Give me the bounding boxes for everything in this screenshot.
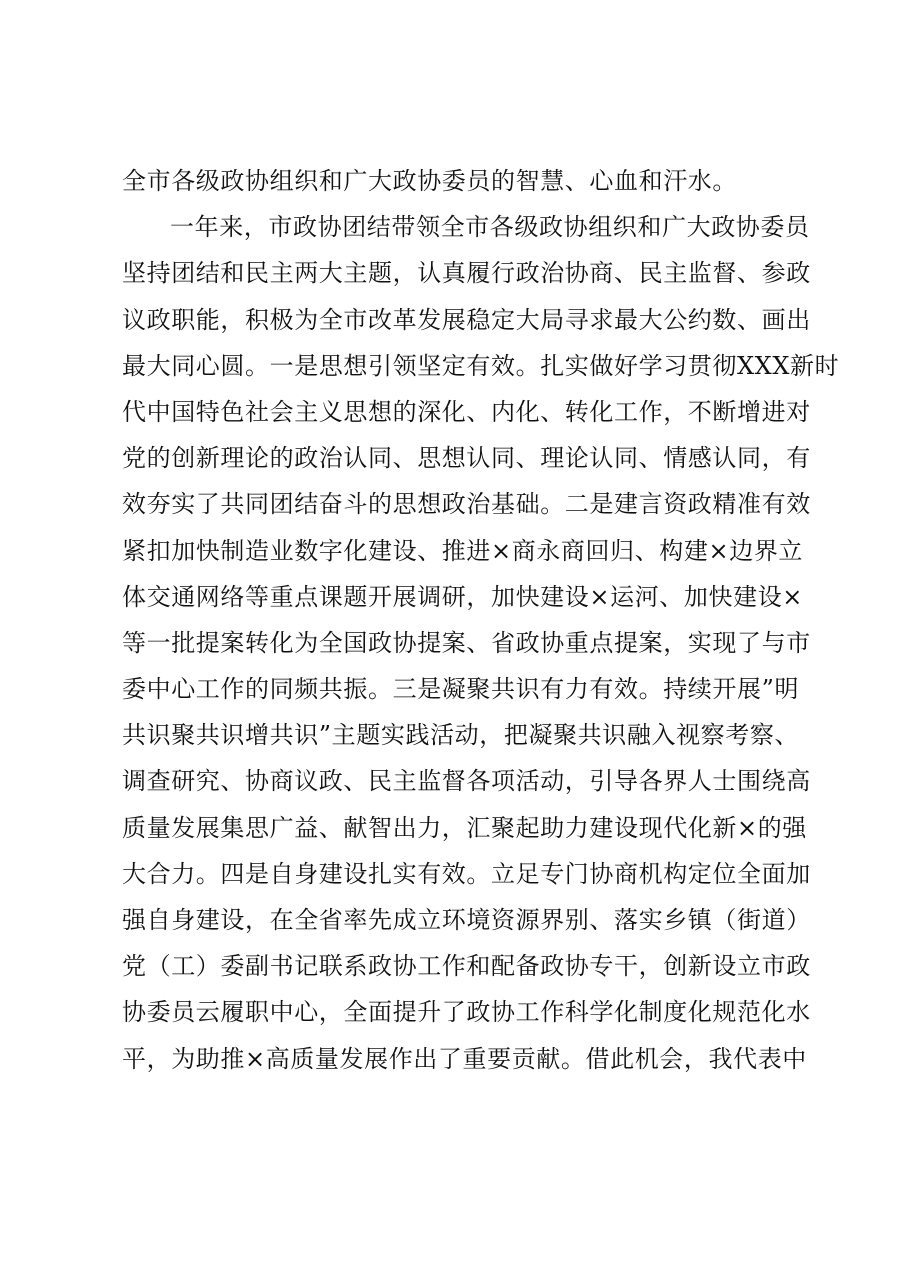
text-line: 共识聚共识增共识”主题实践活动，把凝聚共识融入视察考察、 <box>122 721 800 750</box>
text-line: 全市各级政协组织和广大政协委员的智慧、心血和汗水。 <box>122 167 737 195</box>
text-line: 调查研究、协商议政、民主监督各项活动，引导各界人士围绕高 <box>122 767 811 796</box>
text-line: 委中心工作的同频共振。三是凝聚共识有力有效。持续开展”明 <box>122 675 800 704</box>
text-line: 议政职能，积极为全市改革发展稳定大局寻求最大公约数、画出 <box>122 305 811 334</box>
text-line: 大合力。四是自身建设扎实有效。立足专门协商机构定位全面加 <box>122 859 811 888</box>
text-line: 党（工）委副书记联系政协工作和配备政协专干，创新设立市政 <box>122 952 811 981</box>
body-text <box>122 158 840 1082</box>
text-line: 效夯实了共同团结奋斗的思想政治基础。二是建言资政精准有效 <box>122 490 811 519</box>
text-line: 等一批提案转化为全国政协提案、省政协重点提案，实现了与市 <box>122 628 811 657</box>
text-line: 协委员云履职中心，全面提升了政协工作科学化制度化规范化水 <box>122 998 811 1027</box>
text-line: 体交通网络等重点课题开展调研，加快建设×运河、加快建设× <box>122 582 804 611</box>
text-line: 强自身建设，在全省率先成立环境资源界别、落实乡镇（街道） <box>122 906 811 934</box>
text-line: 坚持团结和民主两大主题，认真履行政治协商、民主监督、参政 <box>122 259 811 288</box>
text-line: 质量发展集思广益、献智出力，汇聚起助力建设现代化新×的强 <box>122 813 807 842</box>
paragraph-start-line: 一年来，市政协团结带领全市各级政协组织和广大政协委员 <box>170 213 810 242</box>
text-line: 代中国特色社会主义思想的深化、内化、转化工作，不断增进对 <box>122 397 811 426</box>
text-line: 最大同心圆。一是思想引领坚定有效。扎实做好学习贯彻XXX新时 <box>122 351 840 380</box>
text-line: 党的创新理论的政治认同、思想认同、理论认同、情感认同，有 <box>122 444 811 473</box>
text-line: 平，为助推×高质量发展作出了重要贡献。借此机会，我代表中 <box>122 1044 807 1073</box>
text-line: 紧扣加快制造业数字化建设、推进×商永商回归、构建×边界立 <box>122 536 804 565</box>
